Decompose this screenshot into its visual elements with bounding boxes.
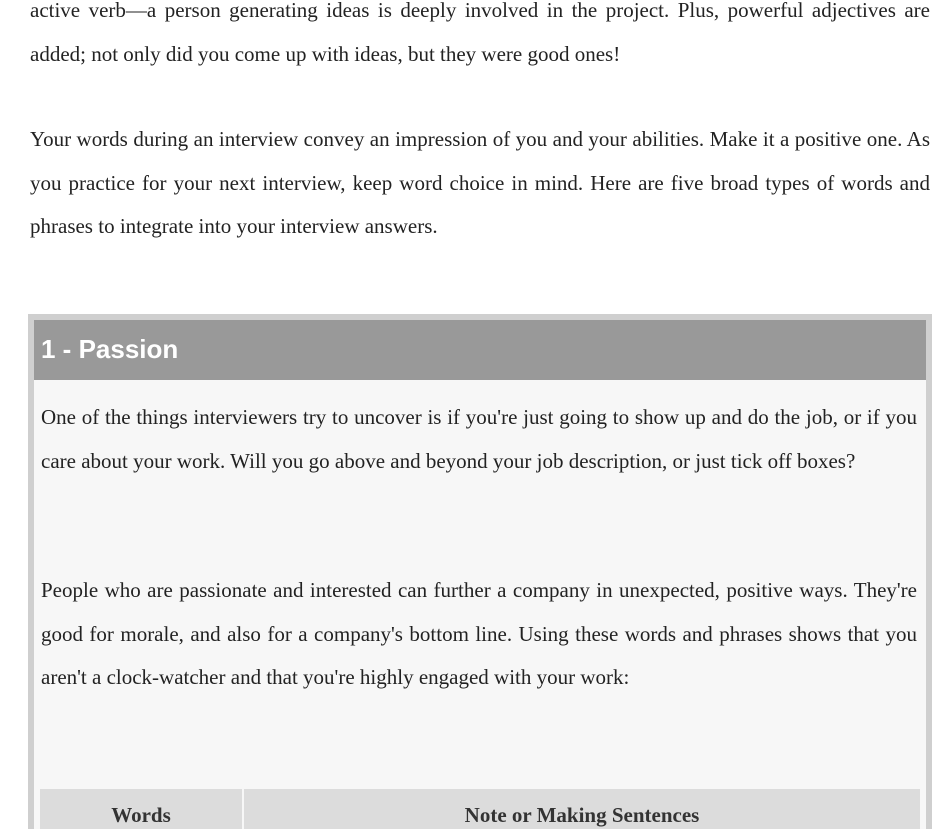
section-paragraph-2: People who are passionate and interested can further a company in unexpected, positive ways. They're good for morale, and also for a company's bottom line. Using these words and phrases shows that you aren't a clock-watcher and that you're highly engaged with your work: bbox=[41, 578, 917, 689]
table-header-row bbox=[40, 789, 920, 829]
section-paragraph-1: One of the things interviewers try to uncover is if you're just going to show up and do the job, or if you care about your work. Will you go above and beyond your job description, or just tick off boxes? bbox=[41, 405, 917, 473]
intro-paragraph-1: active verb—a person generating ideas is deeply involved in the project. Plus, powerful adjectives are added; not only did you come up with ideas, but they were good ones! bbox=[30, 0, 930, 66]
section-title: 1 - Passion bbox=[34, 320, 926, 380]
table-header-words: Words bbox=[40, 789, 243, 829]
words-table bbox=[40, 789, 920, 829]
section-box-passion bbox=[28, 314, 932, 829]
table-header-notes: Note or Making Sentences bbox=[464, 803, 700, 827]
intro-paragraph-2: Your words during an interview convey an impression of you and your abilities. Make it a positive one. As you practice for your next interview, keep word choice in mind. Here are five broad types of words and phrases to integrate into your interview answers. bbox=[30, 127, 930, 238]
